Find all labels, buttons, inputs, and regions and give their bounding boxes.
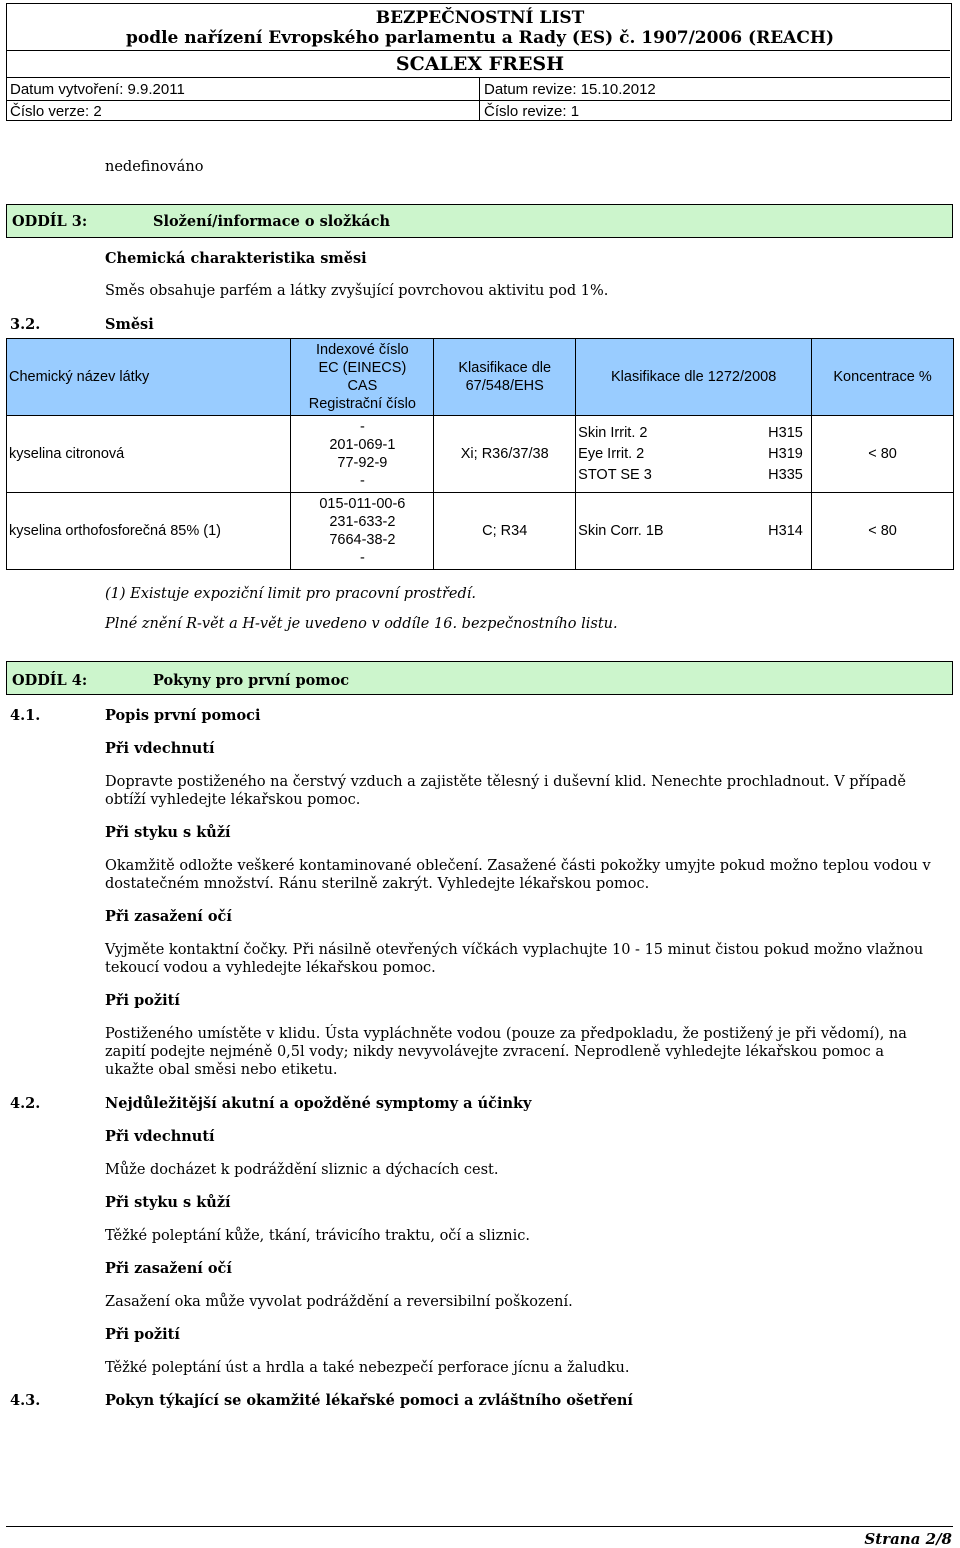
row-concentration: < 80: [812, 416, 954, 493]
symptom-inhalation-heading: Při vdechnutí: [105, 1128, 215, 1145]
mixture-description: Směs obsahuje parfém a látky zvyšující povrchovou aktivitu pod 1%.: [105, 283, 609, 299]
ingestion-heading: Při požití: [105, 992, 180, 1009]
symptom-ingestion-text: Těžké poleptání úst a hrdla a také nebezpečí perforace jícnu a žaludku.: [105, 1360, 630, 1376]
inhalation-heading: Při vdechnutí: [105, 740, 215, 757]
section-4-bar: [6, 661, 953, 695]
symptom-eye-text: Zasažení oka může vyvolat podráždění a reversibilní poškození.: [105, 1294, 573, 1310]
subsection-4-2-title: Nejdůležitější akutní a opožděné symptomy a účinky: [105, 1095, 532, 1112]
eye-contact-text: Vyjměte kontaktní čočky. Při násilně otevřených víčkách vyplachujte 10 - 15 minut čistou pokud možno vlažnou tekoucí vodou a vyhledejte lékařskou pomoc.: [105, 942, 924, 976]
symptom-eye-heading: Při zasažení očí: [105, 1260, 232, 1277]
subsection-3-2-title: Směsi: [105, 316, 154, 333]
inhalation-text: Dopravte postiženého na čerstvý vzduch a zajistěte tělesný i duševní klid. Nenechte prochladnout. V případě obtíží vyhledejte lékařskou pomoc.: [105, 774, 906, 808]
revision-number: Číslo revize: 1: [484, 103, 580, 120]
section-4-title: Pokyny pro první pomoc: [153, 672, 350, 689]
section-4-number: ODDÍL 4:: [12, 672, 88, 689]
header-concentration: Koncentrace %: [812, 339, 954, 416]
version-number: Číslo verze: 2: [10, 103, 102, 120]
footer-divider: [6, 1526, 953, 1527]
row-ids: - 201-069-1 77-92-9 -: [291, 416, 434, 493]
table-row: [7, 416, 954, 493]
chem-char-heading: Chemická charakteristika směsi: [105, 250, 367, 267]
footnote-r-h-phrases: Plné znění R-vět a H-vět je uvedeno v oddíle 16. bezpečnostního listu.: [105, 616, 618, 632]
subsection-4-3-title: Pokyn týkající se okamžité lékařské pomoci a zvláštního ošetření: [105, 1392, 633, 1409]
symptom-skin-heading: Při styku s kůží: [105, 1194, 231, 1211]
symptom-skin-text: Těžké poleptání kůže, tkání, trávicího traktu, očí a sliznic.: [105, 1228, 530, 1244]
header-identifiers: Indexové číslo EC (EINECS) CAS Registrační číslo: [291, 339, 434, 416]
row-class-67: C; R34: [434, 493, 576, 570]
skin-contact-heading: Při styku s kůží: [105, 824, 231, 841]
footnote-exposure: (1) Existuje expoziční limit pro pracovní prostředí.: [105, 586, 476, 602]
section-3-title: Složení/informace o složkách: [153, 213, 391, 230]
subsection-4-3-number: 4.3.: [10, 1392, 41, 1409]
regulation-text: podle nařízení Evropského parlamentu a Rady (ES) č. 1907/2006 (REACH): [125, 28, 834, 48]
symptom-inhalation-text: Může docházet k podráždění sliznic a dýchacích cest.: [105, 1162, 499, 1178]
sheet-title: BEZPEČNOSTNÍ LIST: [375, 8, 585, 28]
document-header: [6, 3, 952, 121]
row-class-1272: Skin Corr. 1B H314: [576, 493, 812, 570]
undefined-text: nedefinováno: [105, 159, 204, 175]
revision-date: Datum revize: 15.10.2012: [484, 81, 656, 98]
row-name: kyselina citronová: [7, 416, 291, 493]
eye-contact-heading: Při zasažení očí: [105, 908, 232, 925]
row-concentration: < 80: [812, 493, 954, 570]
skin-contact-text: Okamžitě odložte veškeré kontaminované oblečení. Zasažené části pokožky umyjte pokud možno teplou vodou v dostatečném množství. Ránu sterilně zakrýt. Vyhledejte lékařskou pomoc.: [105, 858, 931, 892]
created-date: Datum vytvoření: 9.9.2011: [10, 81, 185, 98]
section-3-bar: [6, 204, 953, 238]
product-name: SCALEX FRESH: [395, 53, 565, 75]
row-ids: 015-011-00-6 231-633-2 7664-38-2 -: [291, 493, 434, 570]
symptom-ingestion-heading: Při požití: [105, 1326, 180, 1343]
subsection-4-1-title: Popis první pomoci: [105, 707, 261, 724]
subsection-4-2-number: 4.2.: [10, 1095, 41, 1112]
header-chemical-name: Chemický název látky: [7, 339, 291, 416]
subsection-4-1-number: 4.1.: [10, 707, 41, 724]
table-row: [7, 493, 954, 570]
ingestion-text: Postiženého umístěte v klidu. Ústa vypláchněte vodou (pouze za předpokladu, že postižený je při vědomí), na zapití podejte nejméně 0,5l vody; nikdy nevyvolávejte zvracení. Neprodleně vyhledejte lékařskou pomoc a ukažte obal směsi nebo etiketu.: [105, 1026, 907, 1078]
header-class-67548: Klasifikace dle 67/548/EHS: [434, 339, 576, 416]
row-class-1272: Skin Irrit. 2 H315 Eye Irrit. 2 H319 STOT SE 3 H335: [576, 416, 812, 493]
page-number: Strana 2/8: [864, 1530, 952, 1548]
header-class-1272: Klasifikace dle 1272/2008: [576, 339, 812, 416]
row-class-67: Xi; R36/37/38: [434, 416, 576, 493]
row-name: kyselina orthofosforečná 85% (1): [7, 493, 291, 570]
subsection-3-2-number: 3.2.: [10, 316, 41, 333]
section-3-number: ODDÍL 3:: [12, 213, 88, 230]
composition-table: [6, 338, 954, 570]
